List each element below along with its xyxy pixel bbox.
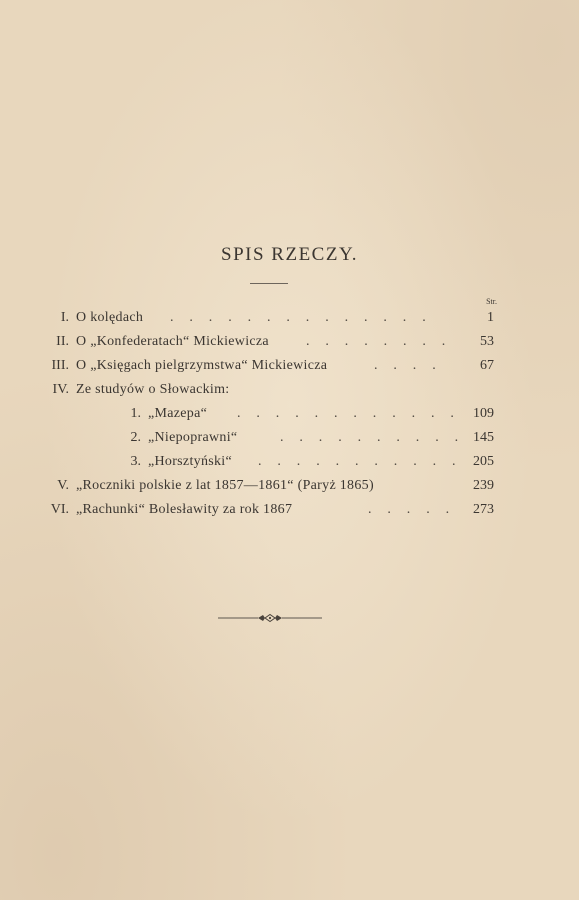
toc-subentry-page: 205 — [473, 454, 494, 469]
toc-entry — [0, 500, 579, 520]
toc-entry — [0, 356, 579, 376]
toc-entry-number: VI. — [50, 502, 69, 517]
toc-entry-title: „Roczniki polskie z lat 1857—1861“ (Paryż 1865) — [76, 478, 374, 493]
toc-entry-number: I. — [60, 310, 69, 325]
toc-subentry — [0, 428, 579, 448]
toc-entry — [0, 476, 579, 496]
toc-entry-title: O kolędach — [76, 310, 144, 325]
toc-subentry-number: 2. — [130, 430, 141, 445]
toc-entry — [0, 332, 579, 352]
toc-entry-number: V. — [57, 478, 69, 493]
toc-entry-number: III. — [51, 358, 69, 373]
toc-entry-page: 273 — [473, 502, 494, 517]
ornament-divider-icon — [218, 612, 322, 624]
toc-entry-title: Ze studyów o Słowackim: — [76, 382, 230, 397]
toc-entry-page: 239 — [473, 478, 494, 493]
toc-entry-title: „Rachunki“ Bolesławity za rok 1867 — [76, 502, 293, 517]
toc-subentry — [0, 404, 579, 424]
toc-subentry-title: „Niepoprawni“ — [148, 430, 238, 445]
page-column-label: Str. — [486, 297, 497, 306]
toc-leader-dots: . . . . . . . . . . — [280, 430, 465, 445]
toc-leader-dots: . . . . . . . . — [306, 334, 452, 349]
toc-entry-number: II. — [56, 334, 69, 349]
title-underline — [250, 283, 288, 284]
toc-leader-dots: . . . . . . . . . . . . — [237, 406, 461, 421]
toc-leader-dots: . . . . . — [368, 502, 456, 517]
page-title: SPIS RZECZY. — [221, 244, 358, 265]
toc-entry-page: 53 — [480, 334, 494, 349]
toc-entry — [0, 308, 579, 328]
toc-subentry-page: 145 — [473, 430, 494, 445]
toc-entry-title: O „Księgach pielgrzymstwa“ Mickiewicza — [76, 358, 328, 373]
toc-entry-page: 67 — [480, 358, 494, 373]
toc-leader-dots: . . . . — [374, 358, 442, 373]
toc-subentry-number: 3. — [130, 454, 141, 469]
toc-subentry-number: 1. — [130, 406, 141, 421]
toc-subentry — [0, 452, 579, 472]
toc-subentry-page: 109 — [473, 406, 494, 421]
toc-entry-number: IV. — [52, 382, 69, 397]
toc-entry-page: 1 — [487, 310, 494, 325]
toc-leader-dots: . . . . . . . . . . . . . . — [170, 310, 432, 325]
toc-leader-dots: . . . . . . . . . . . — [258, 454, 462, 469]
toc-entry — [0, 380, 579, 400]
toc-entry-title: O „Konfederatach“ Mickiewicza — [76, 334, 269, 349]
toc-subentry-title: „Mazepa“ — [148, 406, 208, 421]
toc-subentry-title: „Horsztyński“ — [148, 454, 232, 469]
